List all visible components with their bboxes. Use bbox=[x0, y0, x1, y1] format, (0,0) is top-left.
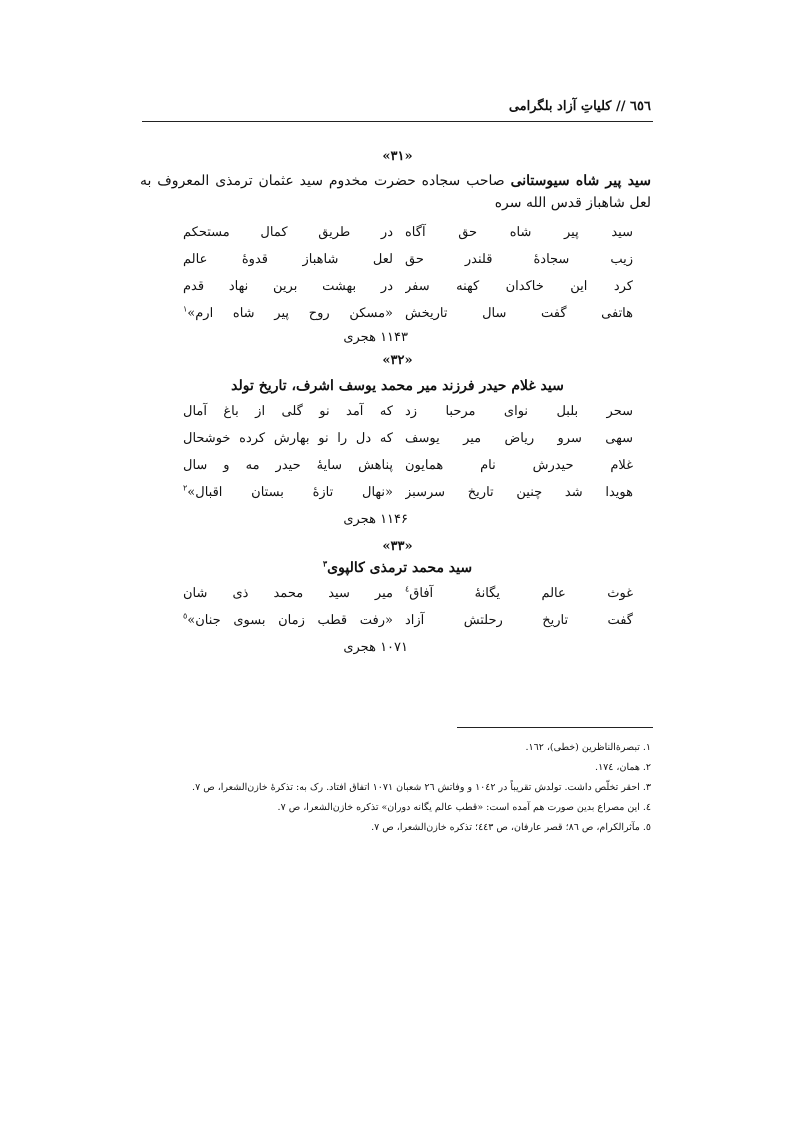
second-hemistich bbox=[183, 608, 393, 634]
verse-couplet bbox=[183, 581, 633, 607]
first-hemistich: سهی سرو ریاض میر یوسف bbox=[405, 431, 633, 446]
first-hemistich: هویدا شد چنین تاریخ سرسبز bbox=[405, 485, 633, 500]
second-hemistich bbox=[183, 480, 393, 506]
page-number: ٦٥٦ bbox=[630, 99, 651, 114]
second-hemistich: در طریق کمال مستحکم bbox=[183, 225, 393, 240]
footnote-marker: ٥ bbox=[183, 611, 188, 621]
second-hemistich: که آمد نو گلی از باغ آمال bbox=[183, 404, 393, 419]
section-title bbox=[142, 558, 653, 578]
header-rule bbox=[142, 121, 653, 122]
first-hemistich: سحر بلبل نوای مرحبا زد bbox=[405, 404, 633, 419]
footnote: ٥. مآثرالکرام، ص ۸٦؛ قصر عارفان، ص ٤٤۳؛ تذکره خازن‌الشعرا، ص ۷. bbox=[371, 822, 651, 833]
hemistich-text: «رفت قطب زمان بسوی جنان» bbox=[187, 613, 393, 628]
verse-couplet bbox=[183, 247, 633, 273]
section-number: «۳۲» bbox=[382, 353, 413, 368]
second-hemistich: لعل شاهباز قدوهٔ عالم bbox=[183, 252, 393, 267]
section-title: سید غلام حیدر فرزند میر محمد یوسف اشرف، تاریخ تولد bbox=[231, 378, 564, 394]
second-hemistich: میر سید محمد ذی شان bbox=[183, 586, 393, 601]
verse-couplet bbox=[183, 480, 633, 506]
verse-couplet bbox=[183, 426, 633, 452]
second-hemistich: که دل را نو بهارش کرده خوشحال bbox=[183, 431, 393, 446]
second-hemistich: پناهش سایهٔ حیدر مه و سال bbox=[183, 458, 393, 473]
title-text: سید محمد ترمذی کالپوی bbox=[327, 560, 473, 576]
header-separator: // bbox=[616, 99, 626, 114]
intro-text: صاحب سجاده حضرت مخدوم سید عثمان ترمذی المعروف به لعل شاهباز قدس الله سره bbox=[140, 173, 651, 211]
section-number: «۳۱» bbox=[382, 149, 413, 164]
footnote-marker: ۲ bbox=[183, 483, 188, 493]
footnote-marker: ٤ bbox=[405, 584, 410, 594]
footnote-marker: ۱ bbox=[183, 304, 188, 314]
verse-couplet bbox=[183, 301, 633, 327]
first-hemistich: کرد این خاکدان کهنه سفر bbox=[405, 279, 633, 294]
verse-couplet bbox=[183, 453, 633, 479]
verse-couplet bbox=[183, 274, 633, 300]
first-hemistich: هاتفی گفت سال تاریخش bbox=[405, 306, 633, 321]
footnote: ۱. تبصرةالناظرین (خطی)، ۱٦۲. bbox=[525, 742, 651, 753]
date-line: ۱۱۴۳ هجری bbox=[343, 330, 408, 345]
first-hemistich: غلام حیدرش نام همایون bbox=[405, 458, 633, 473]
verse-couplet bbox=[183, 399, 633, 425]
running-head bbox=[140, 96, 651, 118]
hemistich-text: غوث عالم یگانهٔ آفاق bbox=[409, 586, 633, 601]
footnote: ۳. احقر تخلّص داشت. تولدش تقریباً در ۱۰٤۲ و وفاتش ۲٦ شعبان ۱۰۷۱ اتفاق افتاد. رک به: تذکرهٔ خازن‌الشعرا، ص ۷. bbox=[192, 782, 651, 793]
verse-couplet bbox=[183, 608, 633, 634]
verse-couplet bbox=[183, 220, 633, 246]
first-hemistich: گفت تاریخ رحلتش آزاد bbox=[405, 613, 633, 628]
first-hemistich bbox=[405, 581, 633, 607]
section-number: «۳۳» bbox=[382, 539, 413, 554]
second-hemistich bbox=[183, 301, 393, 327]
section-intro bbox=[140, 170, 651, 214]
date-line: ۱۰۷۱ هجری bbox=[343, 640, 408, 655]
footnote-marker: ۳ bbox=[322, 558, 328, 569]
footnote: ٤. این مصراع بدین صورت هم آمده است: «قطب عالم یگانه دوران» تذکره خازن‌الشعرا، ص ۷. bbox=[277, 802, 651, 813]
hemistich-text: «مسکن روح پیر شاه ارم» bbox=[187, 306, 393, 321]
date-line: ۱۱۴۶ هجری bbox=[343, 512, 408, 527]
first-hemistich: زیب سجادهٔ قلندر حق bbox=[405, 252, 633, 267]
footnote-rule bbox=[457, 727, 653, 728]
book-title: کلیاتِ آزاد بلگرامی bbox=[508, 99, 612, 114]
hemistich-text: «نهال تازهٔ بستان اقبال» bbox=[187, 485, 393, 500]
second-hemistich: در بهشت برین نهاد قدم bbox=[183, 279, 393, 294]
first-hemistich: سید پیر شاه حق آگاه bbox=[405, 225, 633, 240]
intro-name: سید پیر شاه سیوستانی bbox=[510, 173, 652, 189]
footnote: ۲. همان، ۱۷٤. bbox=[595, 762, 651, 773]
